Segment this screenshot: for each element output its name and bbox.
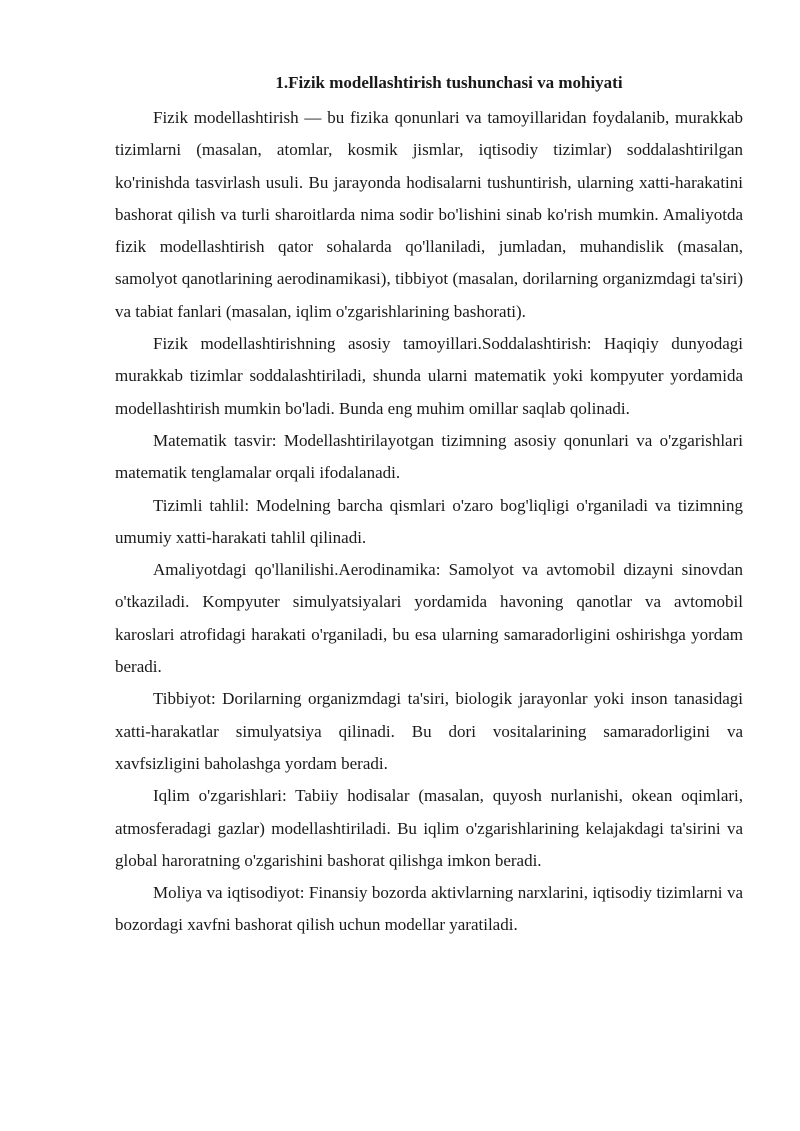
paragraph-math-representation: Matematik tasvir: Modellashtirilayotgan tizimning asosiy qonunlari va o'zgarishlari matematik tenglamalar orqali ifodalanadi. — [115, 430, 743, 483]
paragraph-aerodynamics: Amaliyotdagi qo'llanilishi.Aerodinamika: Samolyot va avtomobil dizayni sinovdan o'tkaziladi. Kompyuter simulyatsiyalari yordamida havoning qanotlar va avtomobil karoslari atrofidagi harakati o'rganiladi, bu esa ularning samaradorligini oshirishga yordam beradi. — [115, 560, 743, 677]
paragraph-system-analysis: Tizimli tahlil: Modelning barcha qismlari o'zaro bog'liqligi o'rganiladi va tizimning umumiy xatti-harakati tahlil qilinadi. — [115, 495, 743, 547]
document-title: 1.Fizik modellashtirish tushunchasi va mohiyati — [275, 73, 623, 92]
paragraph-medicine: Tibbiyot: Dorilarning organizmdagi ta'siri, biologik jarayonlar yoki inson tanasidagi xatti-harakatlar simulyatsiya qilinadi. Bu dori vositalarining samaradorligini va xavfsizligini baholashga yordam beradi. — [115, 689, 743, 773]
paragraph-principles: Fizik modellashtirishning asosiy tamoyillari.Soddalashtirish: Haqiqiy dunyodagi murakkab tizimlar soddalashtiriladi, shunda ularni matematik yoki kompyuter yordamida modellashtirish mumkin bo'ladi. Bunda eng muhim omillar saqlab qolinadi. — [115, 334, 743, 418]
paragraph-climate: Iqlim o'zgarishlari: Tabiiy hodisalar (masalan, quyosh nurlanishi, okean oqimlari, atmosferadagi gazlar) modellashtiriladi. Bu iqlim o'zgarishlarining kelajakdagi ta'sirini va global haroratning o'zgarishini bashorat qilishga imkon beradi. — [115, 786, 743, 870]
paragraph-finance: Moliya va iqtisodiyot: Finansiy bozorda aktivlarning narxlarini, iqtisodiy tizimlarni va bozordagi xavfni bashorat qilish uchun modellar yaratiladi. — [115, 883, 743, 935]
paragraph-definition: Fizik modellashtirish — bu fizika qonunlari va tamoyillaridan foydalanib, murakkab tizimlarni (masalan, atomlar, kosmik jismlar, iqtisodiy tizimlar) soddalashtirilgan ko'rinishda tasvirlash usuli. Bu jarayonda hodisalarni tushuntirish, ularning xatti-harakatini bashorat qilish va turli sharoitlarda nima sodir bo'lishini sinab ko'rish mumkin. Amaliyotda fizik modellashtirish qator sohalarda qo'llaniladi, jumladan, muhandislik (masalan, samolyot qanotlarining aerodinamikasi), tibbiyot (masalan, dorilarning organizmdagi ta'siri) va tabiat fanlari (masalan, iqlim o'zgarishlarining bashorati). — [115, 108, 743, 321]
